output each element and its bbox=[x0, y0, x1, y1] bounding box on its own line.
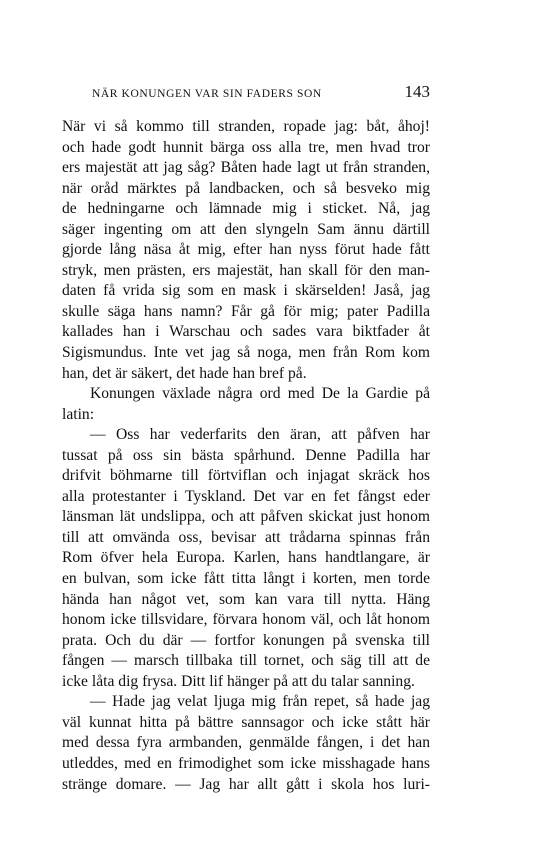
text-line: de hedningarne och lämnade mig i sticket. Nå, jag bbox=[62, 200, 430, 218]
text-line: hända han något vet, som kan vara till nytta. Häng bbox=[62, 590, 430, 608]
page-header bbox=[62, 82, 430, 104]
text-line: prata. Och du där — fortfor konungen på svenska till bbox=[62, 631, 430, 649]
text-line: utleddes, med en frimodighet som icke misshagade hans bbox=[62, 754, 430, 772]
text-line: väl kunnat hitta på bättre sannsagor och icke stått här bbox=[62, 713, 430, 731]
text-line: Sigismundus. Inte vet jag så noga, men från Rom kom bbox=[62, 344, 430, 362]
text-line: han, det är säkert, det hade han bref på. bbox=[62, 364, 307, 382]
text-line: När vi så kommo till stranden, ropade jag: båt, åhoj! bbox=[62, 118, 430, 135]
running-head: NÄR KONUNGEN VAR SIN FADERS SON bbox=[92, 88, 322, 100]
text-line: till att omvända oss, bevisar att trådarna spinnas från bbox=[62, 528, 430, 546]
text-line: tussat på oss sin bästa spårhund. Denne Padilla har bbox=[62, 446, 430, 464]
text-line: ers majestät att jag såg? Båten hade lagt ut från stranden, bbox=[62, 159, 430, 177]
text-line: latin: bbox=[62, 405, 95, 423]
text-line: skulle säga hans namn? Får gå för mig; pater Padilla bbox=[62, 302, 430, 320]
text-line: stränge domare. — Jag har allt gått i skola hos luri- bbox=[62, 775, 430, 793]
text-line: stryk, men prästen, ers majestät, han skall för den man- bbox=[62, 261, 430, 279]
text-line: daten få vrida sig som en mask i skärselden! Jaså, jag bbox=[62, 282, 430, 300]
page-number: 143 bbox=[404, 82, 430, 101]
text-line: — Hade jag velat ljuga mig från repet, så hade jag bbox=[90, 693, 430, 711]
text-line: kallades han i Warschau och sades vara biktfader åt bbox=[62, 323, 430, 341]
text-line: när oråd märktes på landbacken, och så besveko mig bbox=[62, 179, 430, 197]
text-line: länsman lät undslippa, och att påfven skickat just honom bbox=[62, 508, 430, 526]
text-line: gjorde lång näsa åt mig, efter han nyss förut hade fått bbox=[62, 241, 430, 259]
text-line: alla protestanter i Tyskland. Det var en fet fångst eder bbox=[62, 487, 430, 505]
text-line: Konungen växlade några ord med De la Gardie på bbox=[90, 385, 430, 403]
text-line: och hade godt hunnit bärga oss alla tre, men hvad tror bbox=[62, 138, 430, 156]
text-line: drifvit böhmarne till förtviflan och injagat skräck hos bbox=[62, 467, 430, 485]
text-line: säger ingenting om att den slyngeln Sam ännu därtill bbox=[62, 220, 430, 238]
text-line: fången — marsch tillbaka till tornet, och säg till att de bbox=[62, 652, 430, 670]
text-line: med dessa fyra armbanden, genmälde fången, i det han bbox=[62, 734, 430, 752]
text-line: Rom öfver hela Europa. Karlen, hans handtlangare, är bbox=[62, 549, 430, 567]
text-line: en bulvan, som icke fått titta långt i korten, men torde bbox=[62, 570, 430, 588]
body-text bbox=[62, 117, 430, 795]
text-line: — Oss har vederfarits den äran, att påfven har bbox=[90, 426, 430, 444]
text-line: honom icke tillsvidare, förvara honom väl, och låt honom bbox=[62, 611, 430, 629]
text-line: icke låta dig frysa. Ditt lif hänger på att du talar sanning. bbox=[62, 672, 415, 690]
